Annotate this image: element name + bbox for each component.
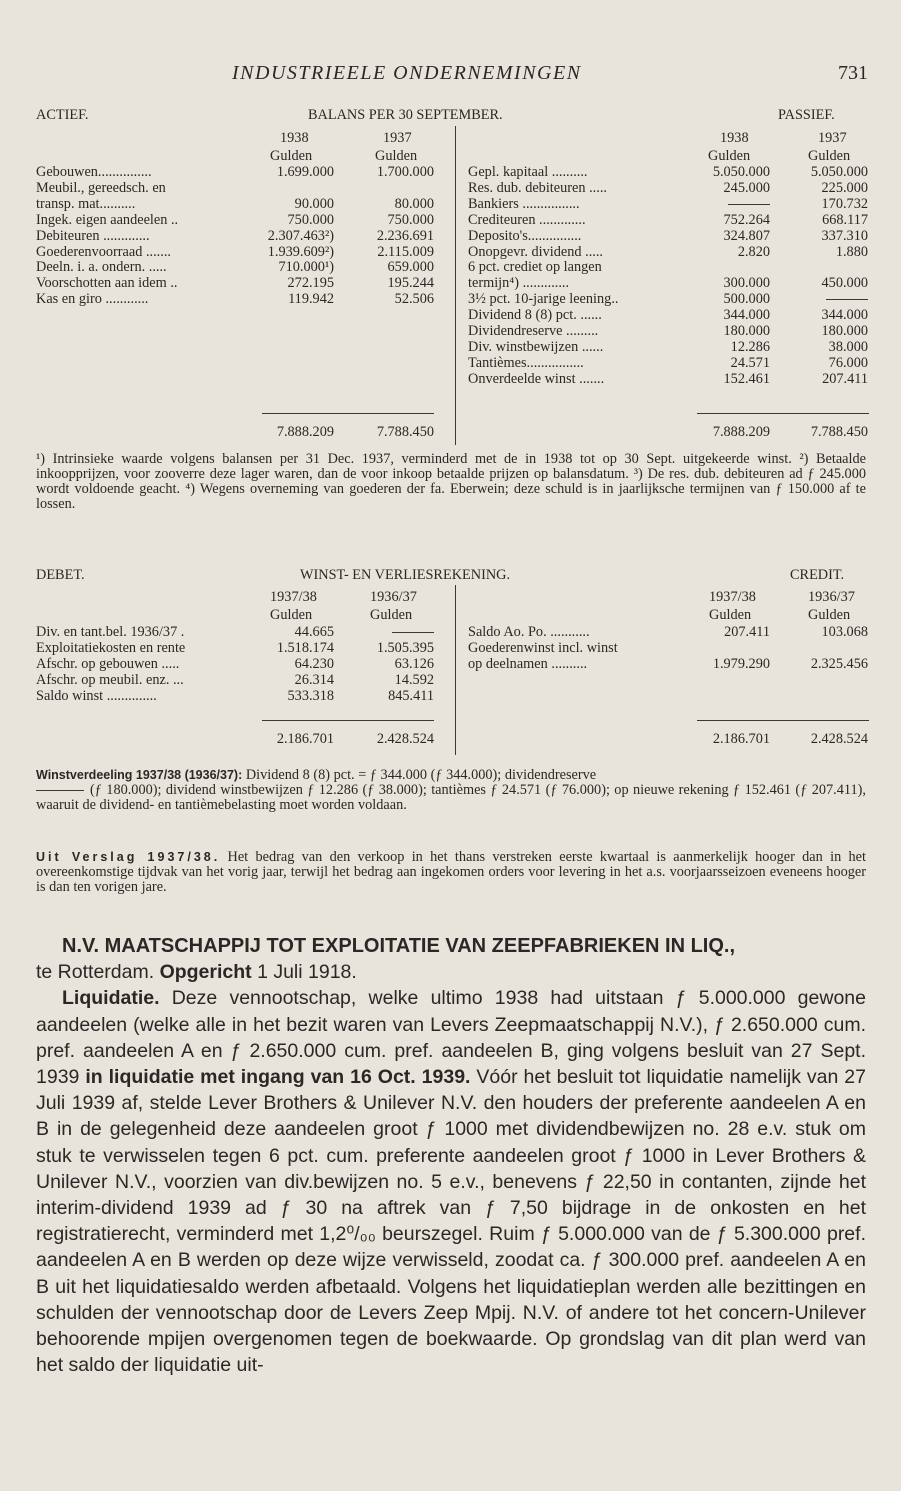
- liability-value-a: 300.000: [723, 275, 770, 292]
- liability-label: Dividend 8 (8) pct. ......: [468, 307, 602, 324]
- asset-value-b: 2.115.009: [377, 243, 434, 260]
- asset-value-a: 1.699.000: [276, 164, 334, 180]
- asset-value-b: 80.000: [394, 195, 434, 212]
- balance-year-1937-r: 1937: [818, 130, 847, 146]
- pl-year-a: 1937/38: [270, 589, 317, 605]
- liability-label: Onopgevr. dividend .....: [468, 243, 604, 260]
- liability-label: Crediteuren .............: [468, 211, 586, 228]
- balance-year-1938: 1938: [280, 130, 309, 146]
- balance-total-1938-left: 7.888.209: [276, 424, 334, 440]
- liability-value-b: 170.732: [821, 195, 868, 212]
- debit-value-a: 44.665: [294, 624, 334, 640]
- debit-value-a: 533.318: [287, 687, 334, 704]
- page-number: 731: [838, 62, 868, 84]
- asset-value-b: 195.244: [387, 275, 434, 292]
- pl-year-a-r: 1937/38: [709, 589, 756, 605]
- asset-value-b: 750.000: [387, 211, 434, 228]
- running-title: INDUSTRIEELE ONDERNEMINGEN: [232, 62, 582, 84]
- asset-value-a: 272.195: [287, 275, 334, 292]
- asset-label: Debiteuren .............: [36, 227, 150, 244]
- liability-value-b: 38.000: [828, 338, 868, 355]
- liability-label: Div. winstbewijzen ......: [468, 338, 604, 355]
- credit-label: Goederenwinst incl. winst: [468, 639, 618, 656]
- debit-value-b: 63.126: [394, 655, 434, 672]
- liability-value-a: 344.000: [723, 307, 770, 324]
- pl-unit-2: Gulden: [370, 607, 413, 623]
- balance-unit-1: Gulden: [270, 148, 313, 164]
- asset-value-a: 1.939.609²): [267, 243, 334, 260]
- winstverdeeling-text2: (ƒ 180.000); dividend winstbewijzen ƒ 12.286 (ƒ 38.000); tantièmes ƒ 24.571 (ƒ 76.000); op nieuwe rekening ƒ 152.461 (ƒ 207.411), waaruit de dividend- en tantièmebelasting moet worden voldaan.: [36, 782, 866, 813]
- debit-value-b: 14.592: [394, 671, 434, 688]
- pl-total-b-left: 2.428.524: [376, 731, 434, 747]
- founded-date: 1 Juli 1918.: [257, 961, 357, 984]
- asset-value-a: 710.000¹): [278, 259, 334, 276]
- debit-value-a: 26.314: [294, 671, 334, 688]
- balance-total-1937-right: 7.788.450: [810, 424, 868, 440]
- founded-label: Opgericht: [159, 961, 252, 984]
- pl-unit-1: Gulden: [270, 607, 313, 623]
- liability-value-a: 324.807: [723, 227, 770, 244]
- pl-total-b-right: 2.428.524: [810, 731, 868, 747]
- liability-value-a: 752.264: [723, 211, 770, 228]
- liability-value-b: 337.310: [821, 227, 868, 244]
- liability-label: Gepl. kapitaal ..........: [468, 164, 588, 180]
- balance-year-1937: 1937: [383, 130, 412, 146]
- credit-label: Saldo Ao. Po. ...........: [468, 624, 590, 640]
- pl-year-b: 1936/37: [370, 589, 417, 605]
- liability-label: termijn⁴) .............: [468, 275, 570, 292]
- balance-unit-3: Gulden: [708, 148, 751, 164]
- balance-title: BALANS PER 30 SEPTEMBER.: [308, 107, 503, 123]
- winstverdeeling-dash: [36, 790, 84, 791]
- winstverdeeling-label: Winstverdeeling 1937/38 (1936/37):: [36, 768, 243, 782]
- liability-label: Tantièmes................: [468, 354, 584, 371]
- liability-value-a: 24.571: [730, 354, 770, 371]
- liability-value-b: 225.000: [821, 179, 868, 196]
- asset-label: Ingek. eigen aandeelen ..: [36, 211, 179, 228]
- dash-mark: [392, 632, 434, 633]
- balance-unit-4: Gulden: [808, 148, 851, 164]
- debit-value-a: 64.230: [294, 655, 334, 672]
- asset-value-b: 1.700.000: [376, 164, 434, 180]
- asset-value-b: 2.236.691: [376, 227, 434, 244]
- pl-left-label: DEBET.: [36, 567, 85, 583]
- liability-value-b: 1.880: [835, 243, 868, 260]
- balance-total-1937-left: 7.788.450: [376, 424, 434, 440]
- liquidation-date: in liquidatie met ingang van 16 Oct. 1939.: [85, 1066, 471, 1089]
- liability-value-a: 152.461: [723, 370, 770, 387]
- company-name: N.V. MAATSCHAPPIJ TOT EXPLOITATIE VAN ZEEPFABRIEKEN IN LIQ.,: [62, 935, 736, 957]
- pl-divider: [455, 585, 456, 755]
- credit-value-a: 1.979.290: [712, 655, 770, 672]
- verslag-label: Uit Verslag 1937/38.: [36, 850, 221, 864]
- liability-value-a: 12.286: [730, 338, 770, 355]
- asset-value-b: 659.000: [387, 259, 434, 276]
- liability-label: Dividendreserve .........: [468, 323, 599, 339]
- asset-value-b: 52.506: [394, 291, 434, 308]
- debit-label: Div. en tant.bel. 1936/37 .: [36, 624, 185, 640]
- debit-value-b: 1.505.395: [376, 639, 434, 656]
- liability-value-b: 5.050.000: [810, 164, 868, 180]
- company-location: te Rotterdam.: [36, 961, 155, 984]
- pl-unit-3: Gulden: [709, 607, 752, 623]
- liquidation-text-1: Deze vennootschap, welke ultimo 1938 had uitstaan ƒ 5.000.000 gewone aandeelen (welke alle in het bezit waren van Levers Zeepmaatschappij N.V.), ƒ 2.650.000 cum. pref. aandeelen A en ƒ 2.650.000 cum. pref. aandeelen B, ging volgens besluit van 27 Sept. 1939: [36, 987, 866, 1089]
- pl-title: WINST- EN VERLIESREKENING.: [300, 567, 511, 583]
- liability-value-b: 76.000: [828, 354, 868, 371]
- asset-label: Kas en giro ............: [36, 291, 149, 308]
- liability-value-a: 245.000: [723, 179, 770, 196]
- liability-label: Bankiers ................: [468, 195, 580, 212]
- debit-value-a: 1.518.174: [276, 639, 334, 656]
- verslag-text: Het bedrag van den verkoop in het thans verstreken eerste kwartaal is aanmerkelijk hooger dan in het overeenkomstige tijdvak van het vorig jaar, terwijl het bedrag aan ingekomen orders voor levering in het a.s. voorjaarsseizoen eveneens hooger is dan ten vorigen jare.: [36, 849, 866, 895]
- liability-label: Onverdeelde winst .......: [468, 370, 605, 387]
- balance-total-1938-right: 7.888.209: [712, 424, 770, 440]
- liquidation-text-2: Vóór het besluit tot liquidatie namelijk van 27 Juli 1939 af, stelde Lever Brothers & Unilever N.V. den houders der preferente aandeelen A en B in de gelegenheid deze aandeelen groot ƒ 1000 met dividendbewijzen no. 28 e.v. stuk om stuk te verwisselen tegen 6 pct. cum. preferente aandeelen groot ƒ 1000 in Lever Brothers & Unilever N.V., voorzien van div.bewijzen no. 5 e.v., benevens ƒ 22,50 in contanten, zijnde het interim-dividend 1939 ad ƒ 30 na aftrek van ƒ 7,50 bijdrage in de onkosten en het registratierecht, verminderd met 1,2⁰/₀₀ beurszegel. Ruim ƒ 5.000.000 van de ƒ 5.300.000 pref. aandeelen A en B werden op deze wijze verwisseld, zoodat ca. ƒ 300.000 pref. aandeelen A en B uit het liquidatiesaldo werden afbetaald. Volgens het liquidatieplan werden alle bezittingen en schulden der vennootschap door de Levers Zeep Mpij. N.V. of andere tot het concern-Unilever behoorende mpijen overgenomen tegen de boekwaarde. Op grondslag van dit plan werd van het saldo der liquidatie uit-: [36, 1066, 866, 1377]
- debit-label: Saldo winst ..............: [36, 687, 157, 704]
- liability-value-b: 344.000: [821, 307, 868, 324]
- pl-total-a-right: 2.186.701: [712, 731, 770, 747]
- profit-distribution: [36, 768, 866, 813]
- liability-label: 3½ pct. 10-jarige leening..: [468, 291, 619, 308]
- winstverdeeling-text: Dividend 8 (8) pct. = ƒ 344.000 (ƒ 344.000); dividendreserve: [245, 767, 597, 783]
- asset-label: Gebouwen...............: [36, 164, 152, 180]
- liability-value-b: 668.117: [822, 211, 868, 228]
- liability-value-a: 180.000: [723, 323, 770, 339]
- credit-value-a: 207.411: [724, 624, 770, 640]
- asset-label: Voorschotten aan idem ..: [36, 275, 178, 292]
- asset-label: Meubil., gereedsch. en: [36, 179, 166, 196]
- pl-total-rule-right: [697, 720, 869, 721]
- liability-value-b: 207.411: [822, 370, 868, 387]
- balance-unit-2: Gulden: [375, 148, 418, 164]
- annual-report-extract: [36, 850, 866, 895]
- asset-label: Goederenvoorraad .......: [36, 243, 171, 260]
- liability-value-a: 500.000: [723, 291, 770, 308]
- asset-label: transp. mat..........: [36, 195, 136, 212]
- liability-value-a: 2.820: [737, 243, 770, 260]
- debit-label: Afschr. op meubil. enz. ...: [36, 671, 184, 688]
- asset-label: Deeln. i. a. ondern. .....: [36, 259, 167, 276]
- liability-value-a: 5.050.000: [712, 164, 770, 180]
- pl-unit-4: Gulden: [808, 607, 851, 623]
- credit-value-b: 103.068: [821, 624, 868, 640]
- asset-value-a: 119.942: [288, 291, 334, 308]
- liability-value-b: 180.000: [821, 323, 868, 339]
- debit-label: Exploitatiekosten en rente: [36, 639, 186, 656]
- credit-label: op deelnamen ..........: [468, 655, 588, 672]
- balance-left-label: ACTIEF.: [36, 107, 89, 123]
- liability-label: Res. dub. debiteuren .....: [468, 179, 607, 196]
- credit-value-b: 2.325.456: [810, 655, 868, 672]
- debit-value-b: [348, 624, 434, 640]
- liability-value-b: 450.000: [821, 275, 868, 292]
- pl-total-rule-left: [262, 720, 434, 721]
- asset-value-a: 90.000: [294, 195, 334, 212]
- balance-notes-text: ¹) Intrinsieke waarde volgens balansen per 31 Dec. 1937, verminderd met de in 1938 tot op 30 Sept. uitgekeerde winst. ²) Betaalde inkoopprijzen, voor zooverre deze lager waren, dan de voor inkoop betaalde prijzen op balansdatum. ³) De res. dub. debiteuren ad ƒ 245.000 wordt voldoende geacht. ⁴) Wegens overneming van goederen der fa. Eberwein; deze schuld is in jaarlijksche termijnen van ƒ 150.000 af te lossen.: [36, 451, 866, 512]
- company-section: [36, 933, 866, 1378]
- debit-value-b: 845.411: [388, 687, 434, 704]
- liability-label: 6 pct. crediet op langen: [468, 259, 602, 276]
- pl-year-b-r: 1936/37: [808, 589, 855, 605]
- asset-value-a: 2.307.463²): [267, 227, 334, 244]
- liability-label: Deposito's...............: [468, 227, 582, 244]
- pl-total-a-left: 2.186.701: [276, 731, 334, 747]
- balance-right-label: PASSIEF.: [778, 107, 835, 123]
- asset-value-a: 750.000: [287, 211, 334, 228]
- pl-right-label: CREDIT.: [790, 567, 845, 583]
- balance-year-1938-r: 1938: [720, 130, 749, 146]
- debit-label: Afschr. op gebouwen .....: [36, 655, 180, 672]
- liquidation-label: Liquidatie.: [62, 987, 160, 1010]
